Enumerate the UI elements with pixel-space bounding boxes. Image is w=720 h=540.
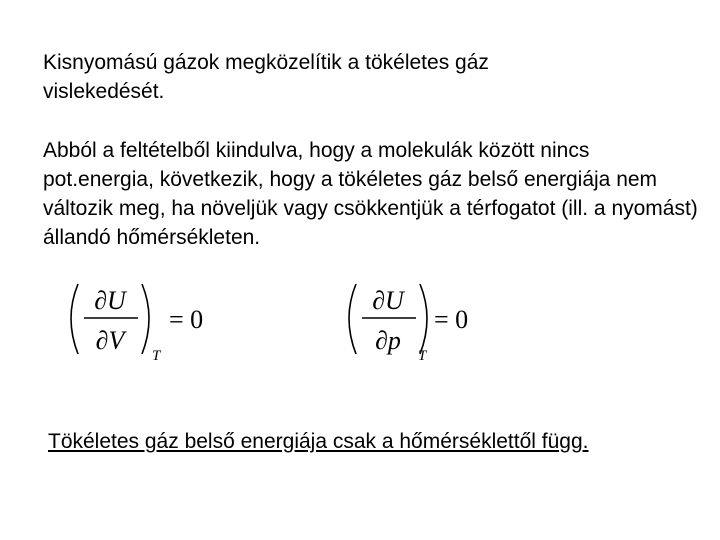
right-parenthesis (142, 284, 149, 354)
intro-paragraph: Kisnyomású gázok megközelítik a tökéletes gáz vislekedését. (43, 51, 489, 103)
formula-rhs: = 0 (169, 305, 204, 334)
formula-denominator: ∂V (95, 326, 125, 355)
formula-denominator: ∂p (375, 326, 401, 355)
formula-numerator: ∂U (372, 286, 404, 315)
formula-subscript: T (152, 348, 161, 364)
formula-numerator: ∂U (94, 286, 126, 315)
conclusion-statement: Tökéletes gáz belső energiája csak a hőmérséklettől függ. (48, 430, 589, 453)
left-parenthesis (349, 284, 356, 354)
formula-volume-derivative (62, 278, 232, 368)
left-parenthesis (71, 284, 78, 354)
formula-pressure-derivative (340, 278, 500, 368)
explanation-paragraph: Abból a feltételből kiindulva, hogy a molekulák között nincs pot.energia, következik, hogy a tökéletes gáz belső energiája nem változik meg, ha növeljük vagy csökkentjük a térfogatot (ill. a nyomást) állandó hőmérsékleten. (43, 139, 698, 249)
formula-rhs: = 0 (434, 305, 469, 334)
right-parenthesis (420, 284, 427, 354)
formula-subscript: T (418, 348, 427, 364)
